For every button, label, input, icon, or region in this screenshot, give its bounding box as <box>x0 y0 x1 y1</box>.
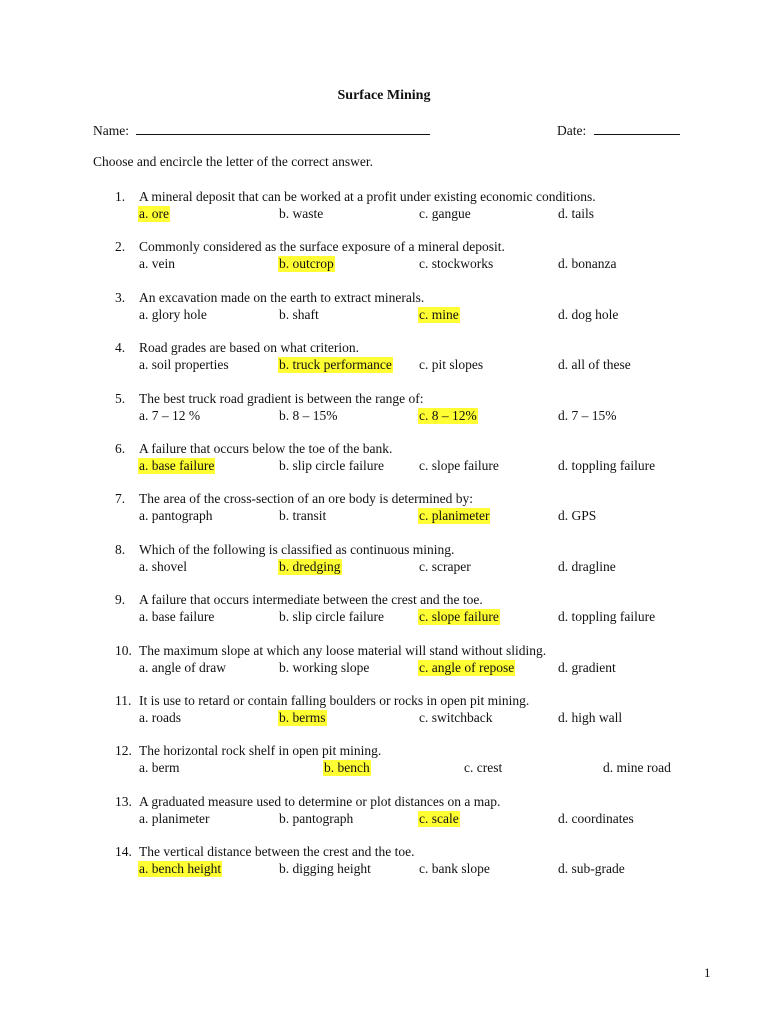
question-item <box>0 743 768 777</box>
answer-option[interactable]: d. GPS <box>558 508 597 524</box>
answer-option-highlighted[interactable]: c. scale <box>419 810 459 826</box>
question-text: Road grades are based on what criterion. <box>139 340 360 356</box>
answer-option[interactable]: c. gangue <box>419 206 471 221</box>
question-text: The maximum slope at which any loose material will stand without sliding. <box>139 642 547 658</box>
question-number: 1. <box>115 189 126 204</box>
answer-option[interactable]: d. dragline <box>558 558 616 574</box>
question-item <box>0 693 768 727</box>
question-number: 6. <box>115 441 126 456</box>
question-number: 14. <box>115 844 132 860</box>
question-number: 9. <box>115 592 126 608</box>
question-text: It is use to retard or contain falling boulders or rocks in open pit mining. <box>139 693 530 708</box>
date-field <box>557 121 680 139</box>
date-blank <box>594 121 680 135</box>
answer-option[interactable]: d. toppling failure <box>558 458 656 473</box>
question-item <box>0 794 768 828</box>
answer-option[interactable]: c. scraper <box>419 558 471 574</box>
question-text: The area of the cross-section of an ore body is determined by: <box>139 491 474 507</box>
answer-option[interactable]: a. base failure <box>139 609 215 625</box>
answer-option[interactable]: a. angle of draw <box>139 659 226 675</box>
answer-option-highlighted[interactable]: c. angle of repose <box>419 659 515 675</box>
question-text: A failure that occurs intermediate between the crest and the toe. <box>139 592 483 608</box>
answer-option[interactable]: c. slope failure <box>419 458 499 473</box>
question-item <box>0 844 768 878</box>
question-item <box>0 290 768 324</box>
answer-option-highlighted[interactable]: c. 8 – 12% <box>419 407 477 423</box>
answer-option[interactable]: a. 7 – 12 % <box>139 407 201 423</box>
answer-option[interactable]: b. transit <box>279 508 327 524</box>
answer-option-highlighted[interactable]: c. planimeter <box>419 508 490 524</box>
question-item <box>0 189 768 223</box>
answer-option[interactable]: a. berm <box>139 760 180 776</box>
question-text: A failure that occurs below the toe of the bank. <box>139 441 393 456</box>
question-text: The vertical distance between the crest and the toe. <box>139 844 415 860</box>
question-text: The best truck road gradient is between the range of: <box>139 390 424 406</box>
question-text: The horizontal rock shelf in open pit mining. <box>139 743 382 759</box>
answer-option[interactable]: c. stockworks <box>419 256 494 272</box>
answer-option[interactable]: c. pit slopes <box>419 357 484 373</box>
question-number: 4. <box>115 340 126 356</box>
answer-option[interactable]: b. pantograph <box>279 810 354 826</box>
answer-option[interactable]: d. all of these <box>558 357 631 373</box>
question-number: 5. <box>115 390 126 406</box>
name-blank <box>136 121 430 135</box>
page-number: 1 <box>704 965 711 980</box>
question-number: 11. <box>115 693 132 708</box>
name-label: Name: <box>93 123 129 138</box>
answer-option-highlighted[interactable]: b. truck performance <box>279 357 392 373</box>
answer-option-highlighted[interactable]: b. dredging <box>279 558 341 574</box>
question-item <box>0 441 768 475</box>
answer-option[interactable]: a. shovel <box>139 558 187 574</box>
question-item <box>0 592 768 626</box>
answer-option[interactable]: a. planimeter <box>139 810 210 826</box>
question-item <box>0 643 768 677</box>
name-field <box>93 121 430 139</box>
answer-option[interactable]: a. vein <box>139 256 175 272</box>
question-number: 3. <box>115 289 126 305</box>
answer-option[interactable]: d. sub-grade <box>558 861 625 877</box>
answer-option[interactable]: d. dog hole <box>558 306 619 322</box>
question-number: 13. <box>115 793 132 809</box>
answer-option-highlighted[interactable]: a. base failure <box>139 458 215 473</box>
question-item <box>0 340 768 374</box>
answer-option[interactable]: b. slip circle failure <box>279 609 384 625</box>
answer-option-highlighted[interactable]: a. ore <box>139 206 169 221</box>
answer-option[interactable]: c. switchback <box>419 710 493 725</box>
answer-option[interactable]: c. crest <box>464 760 503 776</box>
answer-option[interactable]: d. coordinates <box>558 810 634 826</box>
answer-option[interactable]: b. digging height <box>279 861 371 877</box>
question-text: A mineral deposit that can be worked at a profit under existing economic conditions. <box>139 189 596 204</box>
answer-option-highlighted[interactable]: c. mine <box>419 306 459 322</box>
answer-option[interactable]: b. shaft <box>279 306 319 322</box>
answer-option[interactable]: b. working slope <box>279 659 370 675</box>
answer-option[interactable]: d. 7 – 15% <box>558 407 617 423</box>
question-text: An excavation made on the earth to extract minerals. <box>139 289 425 305</box>
question-text: Commonly considered as the surface exposure of a mineral deposit. <box>139 239 505 255</box>
answer-option-highlighted[interactable]: b. berms <box>279 710 326 725</box>
answer-option[interactable]: a. glory hole <box>139 306 207 322</box>
question-text: A graduated measure used to determine or plot distances on a map. <box>139 793 501 809</box>
answer-option[interactable]: a. roads <box>139 710 181 725</box>
answer-option-highlighted[interactable]: a. bench height <box>139 861 222 877</box>
answer-option-highlighted[interactable]: c. slope failure <box>419 609 499 625</box>
answer-option[interactable]: d. toppling failure <box>558 609 656 625</box>
question-number: 10. <box>115 642 132 658</box>
answer-option[interactable]: b. 8 – 15% <box>279 407 338 423</box>
question-number: 2. <box>115 239 126 255</box>
question-number: 12. <box>115 743 132 759</box>
answer-option-highlighted[interactable]: b. bench <box>324 760 370 776</box>
answer-option[interactable]: d. tails <box>558 206 594 221</box>
answer-option[interactable]: d. high wall <box>558 710 623 725</box>
answer-option[interactable]: c. bank slope <box>419 861 490 877</box>
question-item <box>0 239 768 273</box>
answer-option[interactable]: d. bonanza <box>558 256 617 272</box>
answer-option[interactable]: b. waste <box>279 206 324 221</box>
question-text: Which of the following is classified as continuous mining. <box>139 541 455 557</box>
answer-option[interactable]: a. pantograph <box>139 508 213 524</box>
instructions: Choose and encircle the letter of the correct answer. <box>93 154 373 169</box>
question-number: 8. <box>115 541 126 557</box>
worksheet-title: Surface Mining <box>337 88 431 103</box>
answer-option[interactable]: a. soil properties <box>139 357 229 373</box>
question-number: 7. <box>115 491 126 507</box>
answer-option[interactable]: b. slip circle failure <box>279 458 384 473</box>
answer-option[interactable]: d. gradient <box>558 659 616 675</box>
answer-option[interactable]: d. mine road <box>603 760 671 776</box>
question-item <box>0 542 768 576</box>
date-label: Date: <box>557 123 587 138</box>
question-item <box>0 391 768 425</box>
answer-option-highlighted[interactable]: b. outcrop <box>279 256 334 272</box>
question-item <box>0 491 768 525</box>
